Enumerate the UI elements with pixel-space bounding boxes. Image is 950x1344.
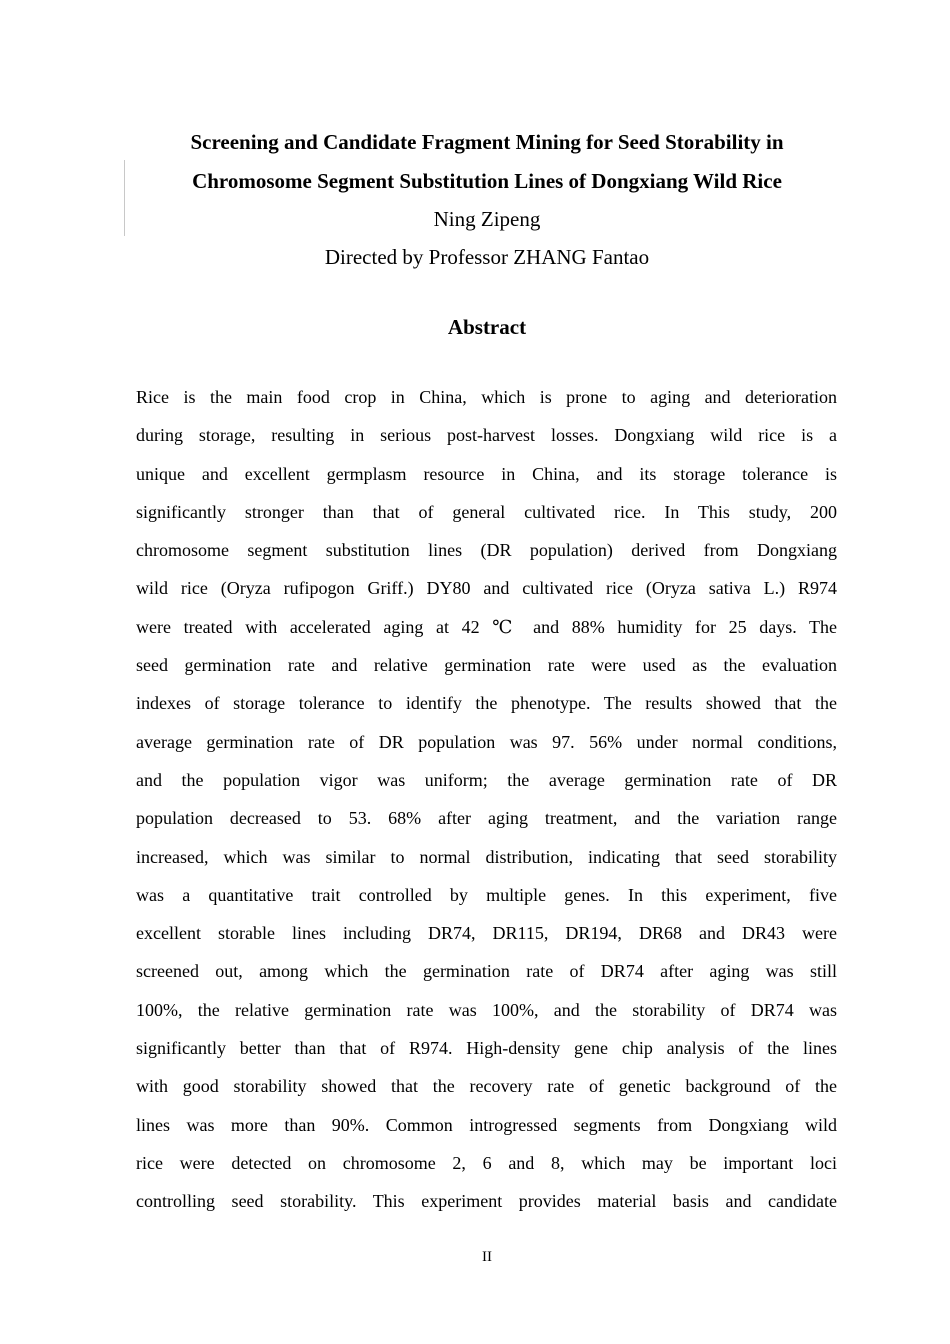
abstract-line: screened out, among which the germination rate of DR74 after aging was still bbox=[136, 961, 837, 982]
abstract-line: indexes of storage tolerance to identify the phenotype. The results showed that the bbox=[136, 693, 837, 714]
title-line-2: Chromosome Segment Substitution Lines of Dongxiang Wild Rice bbox=[192, 169, 782, 193]
abstract-line: population decreased to 53. 68% after aging treatment, and the variation range bbox=[136, 808, 837, 829]
abstract-line: wild rice (Oryza rufipogon Griff.) DY80 and cultivated rice (Oryza sativa L.) R974 bbox=[136, 578, 837, 599]
abstract-heading: Abstract bbox=[447, 315, 527, 339]
abstract-line: 100%, the relative germination rate was 100%, and the storability of DR74 was bbox=[136, 999, 837, 1020]
abstract-line: and the population vigor was uniform; the average germination rate of DR bbox=[136, 769, 837, 790]
abstract-line: with good storability showed that the recovery rate of genetic background of the bbox=[136, 1076, 837, 1097]
abstract-line: lines was more than 90%. Common introgressed segments from Dongxiang wild bbox=[136, 1114, 837, 1135]
abstract-line: chromosome segment substitution lines (DR population) derived from Dongxiang bbox=[136, 540, 837, 561]
abstract-line: rice were detected on chromosome 2, 6 and 8, which may be important loci bbox=[136, 1152, 837, 1173]
abstract-line: were treated with accelerated aging at 42 ℃ and 88% humidity for 25 days. The bbox=[136, 616, 837, 637]
supervisor-line: Directed by Professor ZHANG Fantao bbox=[324, 245, 650, 269]
title-line-1: Screening and Candidate Fragment Mining for Seed Storability in bbox=[190, 130, 784, 154]
abstract-line: controlling seed storability. This experiment provides material basis and candidate bbox=[136, 1191, 837, 1212]
abstract-line: Rice is the main food crop in China, which is prone to aging and deterioration bbox=[136, 387, 837, 407]
abstract-line: seed germination rate and relative germination rate were used as the evaluation bbox=[136, 655, 837, 676]
abstract-line: during storage, resulting in serious post-harvest losses. Dongxiang wild rice is a bbox=[136, 425, 837, 446]
author-name: Ning Zipeng bbox=[433, 207, 541, 231]
page-number: II bbox=[482, 1249, 492, 1265]
abstract-line: unique and excellent germplasm resource in China, and its storage tolerance is bbox=[136, 463, 837, 484]
abstract-line: was a quantitative trait controlled by multiple genes. In this experiment, five bbox=[136, 884, 837, 905]
abstract-line: excellent storable lines including DR74, DR115, DR194, DR68 and DR43 were bbox=[136, 923, 837, 944]
abstract-body bbox=[136, 378, 837, 1221]
abstract-line: average germination rate of DR population was 97. 56% under normal conditions, bbox=[136, 731, 837, 752]
abstract-line: increased, which was similar to normal distribution, indicating that seed storability bbox=[136, 846, 837, 867]
abstract-line: significantly better than that of R974. High-density gene chip analysis of the lines bbox=[136, 1038, 837, 1059]
abstract-line: significantly stronger than that of general cultivated rice. In This study, 200 bbox=[136, 501, 837, 522]
